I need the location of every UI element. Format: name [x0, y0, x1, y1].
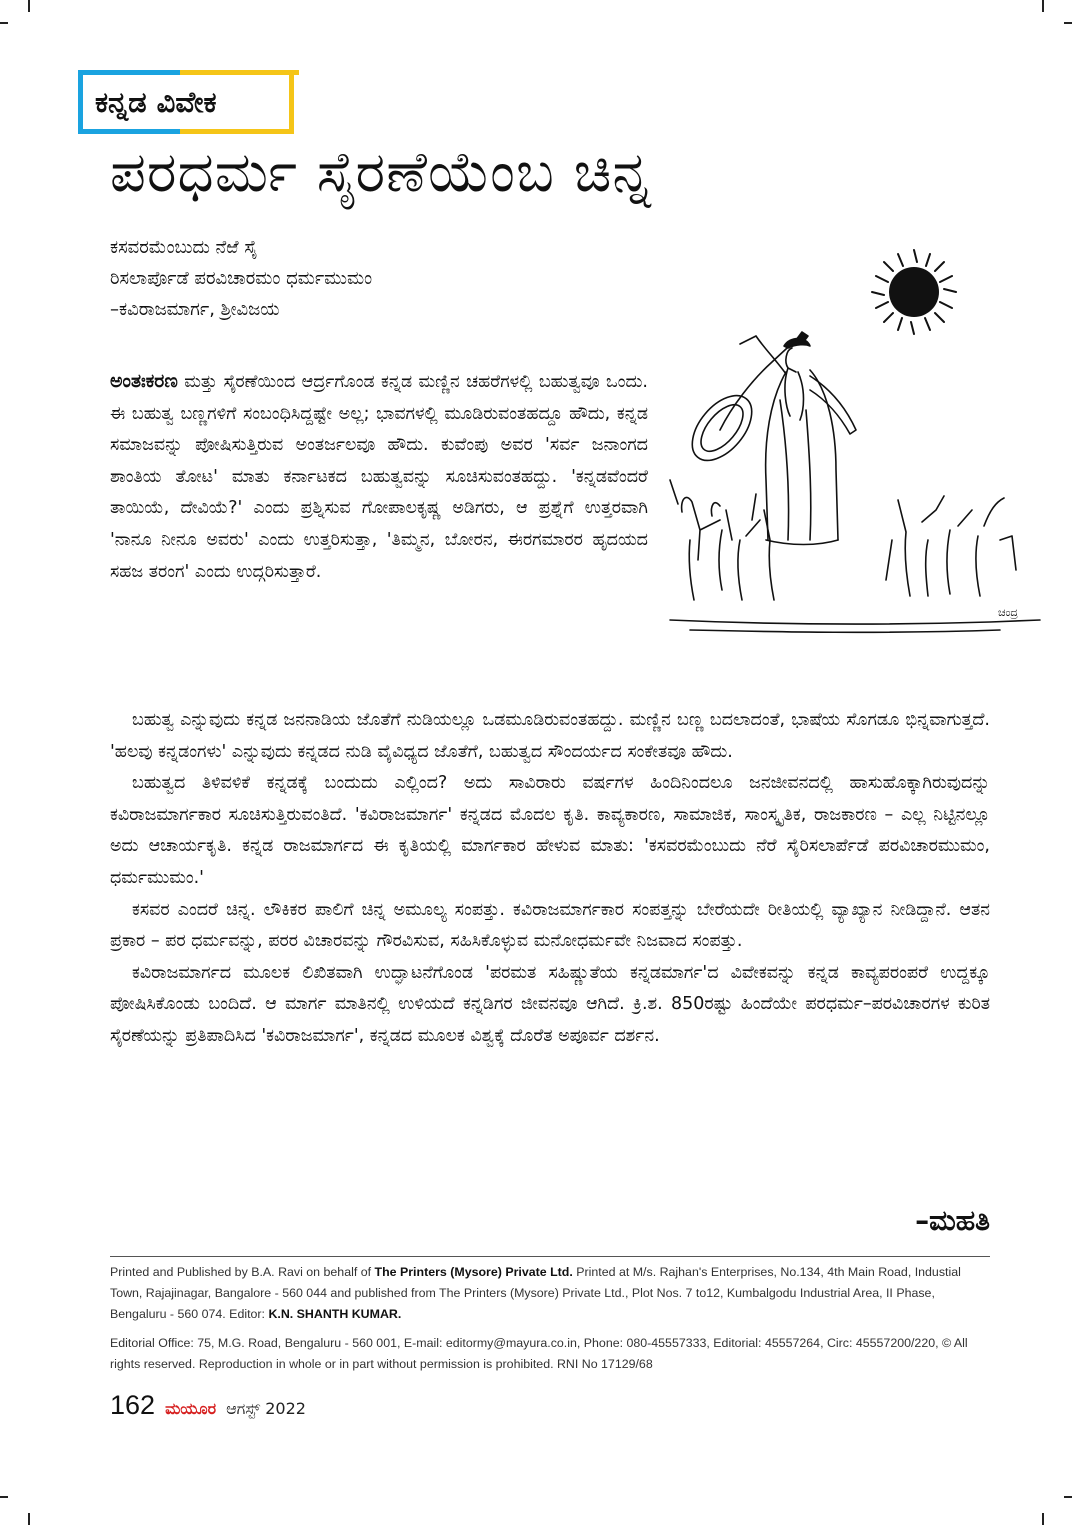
- intro-lead-word: ಅಂತಃಕರಣ: [110, 370, 178, 392]
- body-paragraph: ಕಸವರ ಎಂದರೆ ಚಿನ್ನ. ಲೌಕಿಕರ ಪಾಲಿಗೆ ಚಿನ್ನ ಅಮೂಲ್ಯ ಸಂಪತ್ತು. ಕವಿರಾಜಮಾರ್ಗಕಾರ ಸಂಪತ್ತನ್ನು ಬೇರೆಯದೇ ರೀತಿಯಲ್ಲಿ ವ್ಯಾಖ್ಯಾನ ನೀಡಿದ್ದಾನೆ. ಆತನ ಪ್ರಕಾರ – ಪರ ಧರ್ಮವನ್ನು, ಪರರ ವಿಚಾರವನ್ನು ಗೌರವಿಸುವ, ಸಹಿಸಿಕೊಳ್ಳುವ ಮನೋಧರ್ಮವೇ ನಿಜವಾದ ಸಂಪತ್ತು.: [110, 899, 990, 952]
- section-label-text: ಕನ್ನಡ ವಿವೇಕ: [95, 84, 217, 119]
- sun-icon: [872, 250, 956, 334]
- poet-figure: [740, 336, 856, 545]
- body-paragraph: ಬಹುತ್ವ ಎನ್ನುವುದು ಕನ್ನಡ ಜನನಾಡಿಯ ಜೊತೆಗೆ ನುಡಿಯಲ್ಲೂ ಒಡಮೂಡಿರುವಂತಹದ್ದು. ಮಣ್ಣಿನ ಬಣ್ಣ ಬದಲಾದಂತೆ, ಭಾಷೆಯ ಸೊಗಡೂ ಭಿನ್ನವಾಗುತ್ತದೆ. 'ಹಲವು ಕನ್ನಡಂಗಳು' ಎನ್ನುವುದು ಕನ್ನಡದ ನುಡಿ ವೈವಿಧ್ಯದ ಜೊತೆಗೆ, ಬಹುತ್ವದ ಸೌಂದರ್ಯದ ಸಂಕೇತವೂ ಹೌದು.: [110, 710, 990, 762]
- crop-mark: [28, 1513, 30, 1525]
- section-label: [78, 70, 294, 134]
- crowd-right: [886, 496, 1016, 596]
- imprint-editor: K.N. SHANTH KUMAR.: [268, 1307, 402, 1321]
- ground-line: [690, 630, 1000, 632]
- crop-mark: [1042, 1513, 1044, 1525]
- crop-mark: [1042, 0, 1044, 12]
- crop-mark: [0, 1496, 8, 1498]
- divider: [110, 1256, 990, 1257]
- body-paragraph: ಕವಿರಾಜಮಾರ್ಗದ ಮೂಲಕ ಲಿಖಿತವಾಗಿ ಉದ್ಘಾಟನೆಗೊಂಡ 'ಪರಮತ ಸಹಿಷ್ಣುತೆಯ ಕನ್ನಡಮಾರ್ಗ'ದ ವಿವೇಕವನ್ನು ಕನ್ನಡ ಕಾವ್ಯಪರಂಪರೆ ಉದ್ದಕ್ಕೂ ಪೋಷಿಸಿಕೊಂಡು ಬಂದಿದೆ. ಆ ಮಾರ್ಗ ಮಾತಿನಲ್ಲಿ ಉಳಿಯದೆ ಕನ್ನಡಿಗರ ಜೀವನವೂ ಆಗಿದೆ. ಕ್ರಿ.ಶ. 850ರಷ್ಟು ಹಿಂದೆಯೇ ಪರಧರ್ಮ–ಪರವಿಚಾರಗಳ ಕುರಿತ ಸೈರಣೆಯನ್ನು ಪ್ರತಿಪಾದಿಸಿದ 'ಕವಿರಾಜಮಾರ್ಗ', ಕನ್ನಡದ ಮೂಲಕ ವಿಶ್ವಕ್ಕೆ ದೊರೆತ ಅಪೂರ್ವ ದರ್ಶನ.: [110, 962, 990, 1046]
- epigraph: [110, 232, 372, 325]
- page-number: 162: [110, 1390, 156, 1420]
- intro-paragraph: [110, 366, 648, 588]
- crowd-left: [670, 480, 774, 600]
- epigraph-line: ರಿಸಲಾರ್ಪೊಡೆ ಪರವಿಚಾರಮಂ ಧರ್ಮಮುಮಂ: [110, 268, 373, 289]
- intro-text: ಮತ್ತು ಸೈರಣೆಯಿಂದ ಆರ್ದ್ರಗೊಂಡ ಕನ್ನಡ ಮಣ್ಣಿನ ಚಹರೆಗಳಲ್ಲಿ ಬಹುತ್ವವೂ ಒಂದು. ಈ ಬಹುತ್ವ ಬಣ್ಣಗಳಿಗೆ ಸಂಬಂಧಿಸಿದ್ದಷ್ಟೇ ಅಲ್ಲ; ಭಾವಗಳಲ್ಲಿ ಮೂಡಿರುವಂತಹದ್ದೂ ಹೌದು, ಕನ್ನಡ ಸಮಾಜವನ್ನು ಪೋಷಿಸುತ್ತಿರುವ ಅಂತರ್ಜಲವೂ ಹೌದು. ಕುವೆಂಪು ಅವರ 'ಸರ್ವ ಜನಾಂಗದ ಶಾಂತಿಯ ತೋಟ' ಮಾತು ಕರ್ನಾಟಕದ ಬಹುತ್ವವನ್ನು ಸೂಚಿಸುವಂತಹದ್ದು. 'ಕನ್ನಡವೆಂದರೆ ತಾಯಿಯೆ, ದೇವಿಯೆ?' ಎಂದು ಪ್ರಶ್ನಿಸುವ ಗೋಪಾಲಕೃಷ್ಣ ಅಡಿಗರು, ಆ ಪ್ರಶ್ನೆಗೆ ಉತ್ತರವಾಗಿ 'ನಾನೂ ನೀನೂ ಅವರು' ಎಂದು ಉತ್ತರಿಸುತ್ತಾ, 'ತಿಮ್ಮನ, ಬೋರನ, ಈರಗಮಾರರ ಹೃದಯದ ಸಹಜ ತರಂಗ' ಎಂದು ಉದ್ಗರಿಸುತ್ತಾರೆ.: [110, 372, 648, 582]
- illustration-signature: ಚಂದ್ರ: [998, 606, 1018, 619]
- page-title: ಪರಧರ್ಮ ಸೈರಣೆಯೆಂಬ ಚಿನ್ನ: [110, 140, 653, 205]
- imprint-text: Printed at M/s. Rajhan's Enterprises, No.134, 4th Main Road, Industial Town, Rajajinagar, Bangalore - 560 044 and published from The Printers (Mysore) Private Ltd., Plot Nos. 7 to12, Kumbalgodu Industrial Area, II Phase, Bengaluru - 560 074. Editor:: [110, 1265, 961, 1321]
- imprint-company: The Printers (Mysore) Private Ltd.: [374, 1265, 573, 1279]
- author-signature: –ಮಹತಿ: [915, 1204, 990, 1237]
- imprint-publisher: [110, 1262, 990, 1325]
- ground-line: [670, 620, 1040, 624]
- issue-date: ಆಗಸ್ಟ್ 2022: [226, 1399, 306, 1418]
- imprint-text: Printed and Published by B.A. Ravi on behalf of: [110, 1265, 375, 1279]
- epigraph-source: –ಕವಿರಾಜಮಾರ್ಗ, ಶ್ರೀವಿಜಯ: [110, 299, 280, 320]
- imprint-office: Editorial Office: 75, M.G. Road, Bengaluru - 560 001, E-mail: editormy@mayura.co.in, Phone: 080-45557333, Editorial: 45557264, Circ: 45557200/220, © All rights reserved. Reproduction in whole or in part without permission is prohibited. RNI No 17129/68: [110, 1336, 968, 1371]
- imprint: [110, 1262, 990, 1383]
- page-footer: [110, 1390, 306, 1421]
- crop-mark: [28, 0, 30, 12]
- epigraph-line: ಕಸವರಮೆಂಬುದು ನೆಱೆ ಸೈ: [110, 237, 258, 258]
- body-paragraph: ಬಹುತ್ವದ ತಿಳಿವಳಿಕೆ ಕನ್ನಡಕ್ಕೆ ಬಂದುದು ಎಲ್ಲಿಂದ? ಅದು ಸಾವಿರಾರು ವರ್ಷಗಳ ಹಿಂದಿನಿಂದಲೂ ಜನಜೀವನದಲ್ಲಿ ಹಾಸುಹೊಕ್ಕಾಗಿರುವುದನ್ನು ಕವಿರಾಜಮಾರ್ಗಕಾರ ಸೂಚಿಸುತ್ತಿರುವಂತಿದೆ. 'ಕವಿರಾಜಮಾರ್ಗ' ಕನ್ನಡದ ಮೊದಲ ಕೃತಿ. ಕಾವ್ಯಕಾರಣ, ಸಾಮಾಜಿಕ, ಸಾಂಸ್ಕೃತಿಕ, ರಾಜಕಾರಣ – ಎಲ್ಲ ನಿಟ್ಟಿನಲ್ಲೂ ಅದು ಆಚಾರ್ಯಕೃತಿ. ಕನ್ನಡ ರಾಜಮಾರ್ಗದ ಈ ಕೃತಿಯಲ್ಲಿ ಮಾರ್ಗಕಾರ ಹೇಳುವ ಮಾತು: 'ಕಸವರಮೆಂಬುದು ನೆರೆ ಸೈರಿಸಲಾರ್ಪೆಡೆ ಪರವಿಚಾರಮುಮಂ, ಧರ್ಮಮುಮಂ.': [110, 773, 990, 888]
- crop-mark: [0, 22, 8, 24]
- article-body: [110, 705, 990, 1053]
- crop-mark: [1064, 1496, 1072, 1498]
- veena-instrument: [681, 332, 808, 471]
- magazine-logo: ಮಯೂರ: [165, 1399, 217, 1418]
- crop-mark: [1064, 22, 1072, 24]
- illustration: [660, 240, 1050, 650]
